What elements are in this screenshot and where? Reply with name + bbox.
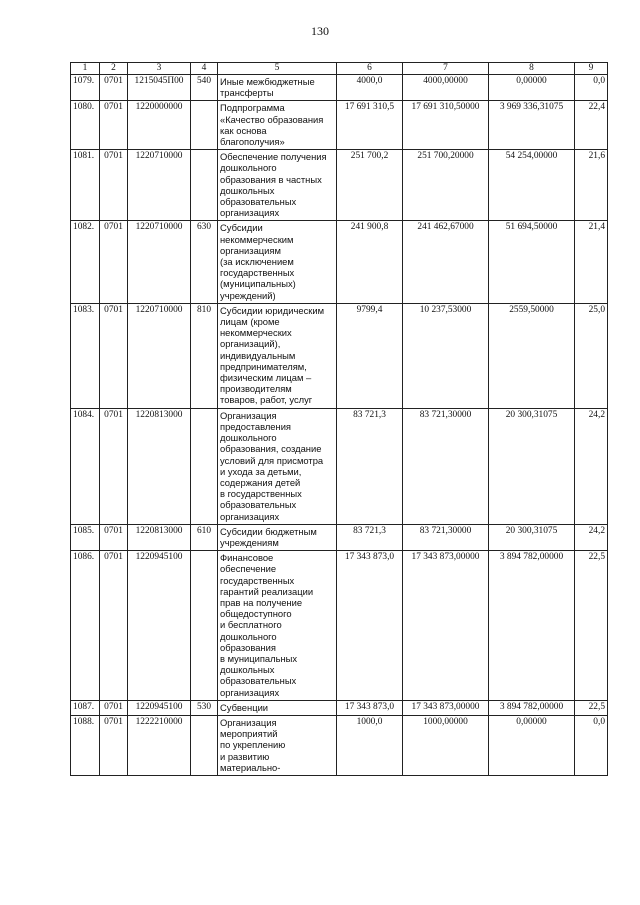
col-header: 7 — [403, 63, 489, 75]
table-row — [71, 303, 608, 408]
name-line: лицам (кроме — [220, 316, 280, 328]
name-line: и ухода за детьми, — [220, 465, 302, 477]
target-code-cell: 1220813000 — [128, 408, 191, 524]
plan-amount-cell: 1000,0 — [337, 715, 403, 775]
executed-amount-cell: 2559,50000 — [489, 303, 575, 408]
name-line: общедоступного — [220, 608, 292, 620]
table-row — [71, 524, 608, 550]
target-code-cell: 1215045П00 — [128, 75, 191, 101]
percent-cell: 24,2 — [575, 408, 608, 524]
plan-amount-cell: 251 700,2 — [337, 150, 403, 221]
name-cell — [218, 101, 337, 150]
executed-amount-cell: 0,00000 — [489, 715, 575, 775]
name-line: гарантий реализации — [220, 585, 314, 597]
refined-amount-cell: 17 343 873,00000 — [403, 551, 489, 701]
name-line: государственных — [220, 574, 295, 586]
percent-cell: 0,0 — [575, 715, 608, 775]
name-line: образовательных — [220, 196, 297, 208]
name-cell — [218, 715, 337, 775]
row-number-cell: 1081. — [71, 150, 100, 221]
expense-type-cell: 540 — [191, 75, 218, 101]
name-line: Организация — [220, 409, 277, 421]
expense-type-cell — [191, 551, 218, 701]
row-number-cell: 1080. — [71, 101, 100, 150]
target-code-cell: 1220710000 — [128, 221, 191, 303]
name-line: предпринимателям, — [220, 360, 307, 372]
name-line: организациях — [220, 207, 280, 219]
target-code-cell: 1220000000 — [128, 101, 191, 150]
name-line: образования — [220, 641, 276, 653]
name-line: некоммерческих — [220, 327, 292, 339]
target-code-cell: 1220945100 — [128, 700, 191, 715]
name-line: производителям — [220, 383, 292, 395]
name-line: образовательных — [220, 499, 297, 511]
budget-table — [70, 62, 608, 776]
section-code-cell: 0701 — [100, 524, 128, 550]
name-line: дошкольного — [220, 432, 277, 444]
name-cell — [218, 303, 337, 408]
name-line: как основа — [220, 124, 267, 136]
col-header: 1 — [71, 63, 100, 75]
name-cell — [218, 408, 337, 524]
row-number-cell: 1079. — [71, 75, 100, 101]
name-line: учреждений) — [220, 289, 276, 301]
name-line: физическим лицам – — [220, 372, 312, 384]
name-line: Финансовое — [220, 552, 274, 564]
target-code-cell: 1220813000 — [128, 524, 191, 550]
name-line: по укреплению — [220, 739, 286, 751]
section-code-cell: 0701 — [100, 221, 128, 303]
section-code-cell: 0701 — [100, 408, 128, 524]
name-cell — [218, 150, 337, 221]
percent-cell: 0,0 — [575, 75, 608, 101]
row-number-cell: 1084. — [71, 408, 100, 524]
plan-amount-cell: 83 721,3 — [337, 524, 403, 550]
name-line: Обеспечение получения — [220, 151, 327, 163]
name-line: Субвенции — [220, 701, 269, 713]
section-code-cell: 0701 — [100, 150, 128, 221]
percent-cell: 25,0 — [575, 303, 608, 408]
page-number: 130 — [311, 24, 329, 38]
name-line: учреждениям — [220, 536, 279, 548]
table-body — [71, 75, 608, 776]
section-code-cell: 0701 — [100, 551, 128, 701]
name-cell — [218, 75, 337, 101]
name-line: предоставления — [220, 420, 292, 432]
name-line: в государственных — [220, 488, 302, 500]
name-line: мероприятий — [220, 728, 278, 740]
col-header: 2 — [100, 63, 128, 75]
name-line: материально- — [220, 761, 281, 773]
name-line: Субсидии — [220, 222, 263, 234]
table-row — [71, 408, 608, 524]
refined-amount-cell: 83 721,30000 — [403, 524, 489, 550]
expense-type-cell — [191, 150, 218, 221]
section-code-cell: 0701 — [100, 700, 128, 715]
name-line: (муниципальных) — [220, 278, 296, 290]
name-line: Иные межбюджетные — [220, 76, 315, 87]
row-number-cell: 1088. — [71, 715, 100, 775]
name-cell — [218, 551, 337, 701]
table-row — [71, 715, 608, 775]
executed-amount-cell: 51 694,50000 — [489, 221, 575, 303]
refined-amount-cell: 241 462,67000 — [403, 221, 489, 303]
table-row — [71, 551, 608, 701]
percent-cell: 22,4 — [575, 101, 608, 150]
executed-amount-cell: 3 894 782,00000 — [489, 551, 575, 701]
refined-amount-cell: 83 721,30000 — [403, 408, 489, 524]
expense-type-cell: 530 — [191, 700, 218, 715]
name-line: Подпрограмма — [220, 102, 285, 114]
expense-type-cell: 810 — [191, 303, 218, 408]
executed-amount-cell: 0,00000 — [489, 75, 575, 101]
name-line: некоммерческим — [220, 233, 294, 245]
plan-amount-cell: 4000,0 — [337, 75, 403, 101]
name-line: образования в частных — [220, 173, 322, 185]
name-line: и бесплатного — [220, 619, 282, 631]
target-code-cell: 1220710000 — [128, 303, 191, 408]
col-header: 9 — [575, 63, 608, 75]
refined-amount-cell: 4000,00000 — [403, 75, 489, 101]
table-row — [71, 101, 608, 150]
refined-amount-cell: 1000,00000 — [403, 715, 489, 775]
executed-amount-cell: 3 894 782,00000 — [489, 700, 575, 715]
percent-cell: 22,5 — [575, 551, 608, 701]
percent-cell: 21,6 — [575, 150, 608, 221]
name-cell — [218, 700, 337, 715]
row-number-cell: 1087. — [71, 700, 100, 715]
name-line: дошкольных — [220, 664, 275, 676]
plan-amount-cell: 17 343 873,0 — [337, 551, 403, 701]
expense-type-cell: 630 — [191, 221, 218, 303]
name-line: прав на получение — [220, 596, 303, 608]
name-line: «Качество образования — [220, 113, 324, 125]
name-line: дошкольного — [220, 630, 277, 642]
table-header-row — [71, 63, 608, 75]
col-header: 8 — [489, 63, 575, 75]
name-line: индивидуальным — [220, 349, 296, 361]
name-line: образования, создание — [220, 443, 322, 455]
name-line: организациях — [220, 510, 280, 522]
section-code-cell: 0701 — [100, 715, 128, 775]
executed-amount-cell: 20 300,31075 — [489, 408, 575, 524]
refined-amount-cell: 251 700,20000 — [403, 150, 489, 221]
plan-amount-cell: 241 900,8 — [337, 221, 403, 303]
name-line: организациям — [220, 244, 281, 256]
name-line: дошкольных — [220, 184, 275, 196]
name-line: товаров, работ, услуг — [220, 394, 313, 406]
name-line: Организация — [220, 716, 277, 728]
table-row — [71, 221, 608, 303]
executed-amount-cell: 20 300,31075 — [489, 524, 575, 550]
plan-amount-cell: 17 691 310,5 — [337, 101, 403, 150]
name-line: обеспечение — [220, 563, 277, 575]
name-line: государственных — [220, 267, 295, 279]
table-row — [71, 75, 608, 101]
target-code-cell: 1220710000 — [128, 150, 191, 221]
target-code-cell: 1220945100 — [128, 551, 191, 701]
row-number-cell: 1085. — [71, 524, 100, 550]
col-header: 4 — [191, 63, 218, 75]
name-line: трансферты — [220, 87, 274, 99]
expense-type-cell: 610 — [191, 524, 218, 550]
refined-amount-cell: 10 237,53000 — [403, 303, 489, 408]
executed-amount-cell: 54 254,00000 — [489, 150, 575, 221]
col-header: 5 — [218, 63, 337, 75]
name-line: образовательных — [220, 675, 297, 687]
name-line: содержания детей — [220, 476, 301, 488]
percent-cell: 22,5 — [575, 700, 608, 715]
name-line: организациях — [220, 686, 280, 698]
row-number-cell: 1086. — [71, 551, 100, 701]
target-code-cell: 1222210000 — [128, 715, 191, 775]
expense-type-cell — [191, 101, 218, 150]
name-line: дошкольного — [220, 162, 277, 174]
table-row — [71, 700, 608, 715]
section-code-cell: 0701 — [100, 303, 128, 408]
plan-amount-cell: 17 343 873,0 — [337, 700, 403, 715]
name-line: Субсидии юридическим — [220, 304, 325, 316]
col-header: 3 — [128, 63, 191, 75]
section-code-cell: 0701 — [100, 75, 128, 101]
name-cell — [218, 221, 337, 303]
percent-cell: 24,2 — [575, 524, 608, 550]
table-row — [71, 150, 608, 221]
name-line: (за исключением — [220, 256, 294, 268]
name-line: Субсидии бюджетным — [220, 525, 317, 537]
name-line: благополучия» — [220, 136, 285, 148]
expense-type-cell — [191, 715, 218, 775]
expense-type-cell — [191, 408, 218, 524]
name-line: и развитию — [220, 750, 270, 762]
percent-cell: 21,4 — [575, 221, 608, 303]
plan-amount-cell: 83 721,3 — [337, 408, 403, 524]
section-code-cell: 0701 — [100, 101, 128, 150]
row-number-cell: 1082. — [71, 221, 100, 303]
name-line: условий для присмотра — [220, 454, 324, 466]
executed-amount-cell: 3 969 336,31075 — [489, 101, 575, 150]
name-line: в муниципальных — [220, 652, 298, 664]
row-number-cell: 1083. — [71, 303, 100, 408]
name-line: организаций), — [220, 338, 281, 350]
refined-amount-cell: 17 343 873,00000 — [403, 700, 489, 715]
plan-amount-cell: 9799,4 — [337, 303, 403, 408]
name-cell — [218, 524, 337, 550]
refined-amount-cell: 17 691 310,50000 — [403, 101, 489, 150]
col-header: 6 — [337, 63, 403, 75]
